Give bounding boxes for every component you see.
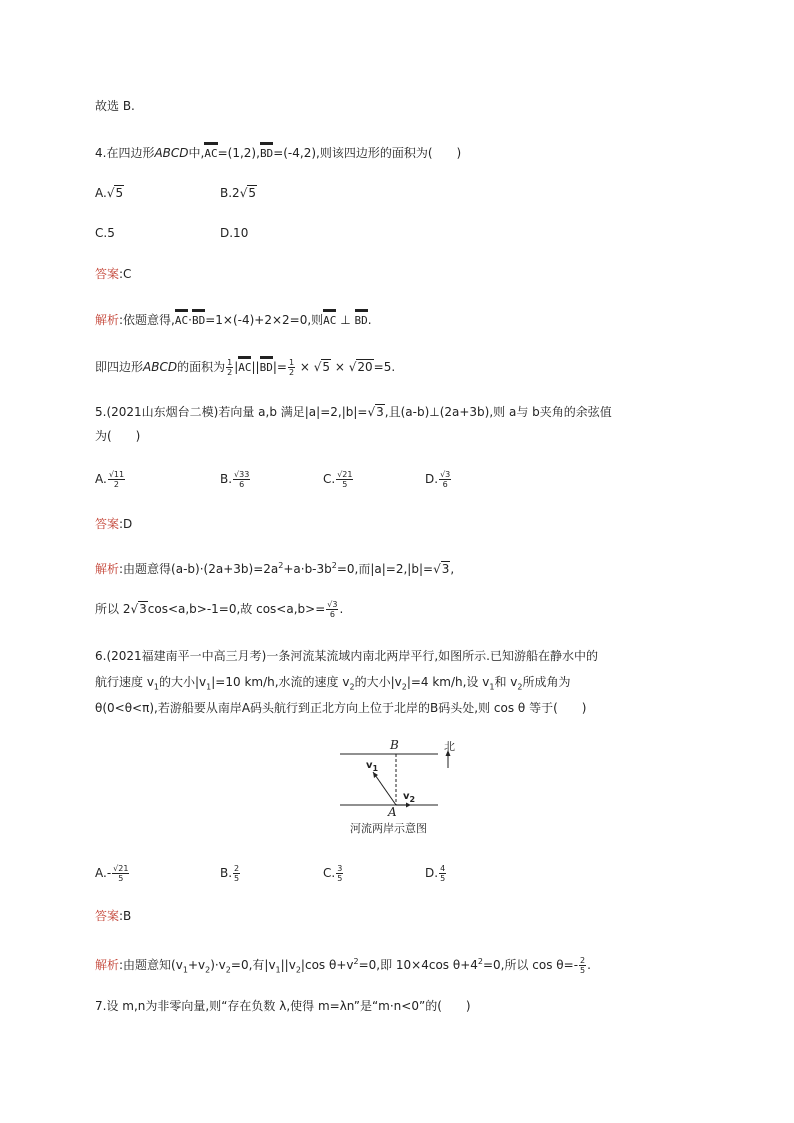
q6-answer: 答案:B — [95, 909, 132, 923]
river-diagram — [336, 738, 456, 840]
q6-stem-line1: 6.(2021福建南平一中高三月考)一条河流某流域内南北两岸平行,如图所示.已知游船在静水中的 — [95, 649, 598, 663]
q5-option-c: C. $\frac{√21}{5}$ — [323, 470, 353, 489]
q5-explanation: 解析:由题意得$(a-b)\cdot(2a+3b)=2a^2+a\cdot b-3b^2=0$,而|a|=2,|b|=√3, — [95, 561, 455, 576]
q4-explanation-area: 即四边形ABCD的面积为 $\frac{1}{2}$ |AC||BD|= $\frac{1}{2}$ × √5 × √20=5. — [95, 358, 396, 377]
q4-option-b: B.2√5 — [220, 186, 256, 200]
q5-stem-line2: 为( ) — [95, 429, 141, 443]
label-a: A — [388, 805, 397, 819]
q6-stem-line3: θ(0<θ<π),若游船要从南岸A码头航行到正北方向上位于北岸的B码头处,则 cos θ 等于( ) — [95, 701, 587, 715]
q6-option-d: D. $\frac{4}{5}$ — [425, 864, 446, 883]
label-v2: $v_2$ — [403, 791, 416, 804]
prev-conclusion: 故选 B. — [95, 99, 135, 113]
diagram-caption: 河流两岸示意图 — [350, 822, 427, 835]
q5-answer: 答案:D — [95, 517, 133, 531]
q5-explanation-2: 所以 2√3cos<a,b>-1=0,故 cos<a,b>= $\frac{√3}{6}$ . — [95, 600, 344, 619]
q6-explanation: 解析:由题意知$(v_1+v_2)\cdot v_2=0$,有$|v_1||v_2|\cos$ $\theta+v^2=0$,即 10×4cos $\theta+4^2=0$,所以 cos θ=- $\frac{2}{5}$ . — [95, 956, 591, 975]
q5-stem-line1: 5.(2021山东烟台二模)若向量 a,b 满足|a|=2,|b|=√3,且(a-b)⊥(2a+3b),则 a与 b夹角的余弦值 — [95, 405, 612, 419]
q4-option-d: D.10 — [220, 226, 249, 240]
q4-option-c: C.5 — [95, 226, 115, 240]
label-v1: $v_1$ — [366, 760, 379, 773]
q4-answer: 答案:C — [95, 267, 132, 281]
vector-bd: BD — [259, 147, 274, 160]
v1-arrow — [373, 772, 396, 805]
q5-option-d: D. $\frac{√3}{6}$ — [425, 470, 451, 489]
q6-stem-line2: 航行速度 $v_1$的大小$|v_1|=10$ km/h,水流的速度 $v_2$的大小$|v_2|=4$ km/h,设 $v_1$和 $v_2$所成角为 — [95, 675, 571, 692]
q5-option-a: A. $\frac{√11}{2}$ — [95, 470, 125, 489]
q4-option-a: A.√5 — [95, 186, 124, 200]
q4-stem: 4.在四边形ABCD中,AC=(1,2),BD=(-4,2),则该四边形的面积为( ) — [95, 146, 462, 160]
q5-option-b: B. $\frac{√33}{6}$ — [220, 470, 250, 489]
label-b: B — [390, 738, 399, 752]
vector-ac: AC — [204, 147, 218, 160]
q6-option-a: A.- $\frac{√21}{5}$ — [95, 864, 129, 883]
q7-stem: 7.设 m,n为非零向量,则“存在负数 λ,使得 m=λn”是“m·n<0”的( ) — [95, 999, 471, 1013]
label-north: 北 — [444, 740, 455, 753]
q6-option-b: B. $\frac{2}{5}$ — [220, 864, 240, 883]
q4-explanation: 解析:依题意得,AC·BD=1×(-4)+2×2=0,则AC ⊥ BD. — [95, 313, 372, 327]
q6-option-c: C. $\frac{3}{5}$ — [323, 864, 343, 883]
